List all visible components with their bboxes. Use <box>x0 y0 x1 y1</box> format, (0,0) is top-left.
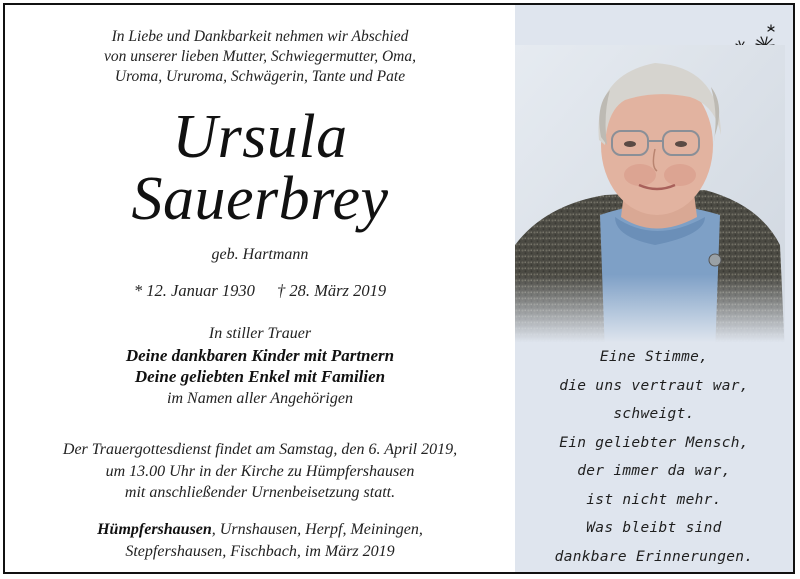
poem-line: Eine Stimme, <box>599 349 709 365</box>
service-line: Der Trauergottesdienst findet am Samstag, den 6. April 2019, <box>62 441 458 458</box>
birth-date: * 12. Januar 1930 <box>133 281 255 300</box>
poem-line: Was bleibt sind <box>586 520 722 536</box>
service-line: mit anschließender Urnenbeisetzung statt. <box>124 484 396 501</box>
portrait-photo <box>515 45 785 355</box>
service-line: um 13.00 Uhr in der Kirche zu Hümpfershausen <box>105 462 415 480</box>
poem-line: Ein geliebter Mensch, <box>559 434 749 451</box>
first-name: Ursula <box>172 103 348 171</box>
poem-line: dankbare Erinnerungen. <box>554 548 754 565</box>
places-row-1 <box>5 519 515 541</box>
death-date: † 28. März 2019 <box>277 281 387 300</box>
intro-text <box>5 27 515 87</box>
places-rest: , Urnshausen, Herpf, Meiningen, <box>211 521 423 538</box>
obituary-card <box>3 3 795 574</box>
right-panel <box>515 5 793 572</box>
poem-line: der immer da war, <box>577 463 731 479</box>
places-row-2: Stepfershausen, Fischbach, im März 2019 <box>125 542 395 560</box>
places-line <box>5 519 515 562</box>
mourners-block <box>5 323 515 409</box>
places-bold: Hümpfershausen <box>97 521 212 538</box>
mourners-relatives: im Namen aller Angehörigen <box>167 389 353 407</box>
maiden-name: geb. Hartmann <box>211 246 309 263</box>
poem-line: ist nicht mehr. <box>586 491 722 508</box>
mourners-intro: In stiller Trauer <box>208 325 312 342</box>
left-column <box>5 5 515 572</box>
mourners-grandchildren: Deine geliebten Enkel mit Familien <box>134 367 386 386</box>
poem-line: schweigt. <box>613 406 695 422</box>
poem <box>515 343 793 571</box>
service-info <box>5 439 515 504</box>
poem-line: die uns vertraut war, <box>559 377 749 394</box>
intro-line: In Liebe und Dankbarkeit nehmen wir Abschied <box>111 28 409 45</box>
last-name: Sauerbrey <box>131 165 389 233</box>
mourners-children: Deine dankbaren Kinder mit Partnern <box>125 345 395 365</box>
intro-line: Uroma, Ururoma, Schwägerin, Tante und Pate <box>114 68 406 85</box>
intro-line: von unserer lieben Mutter, Schwiegermutter, Oma, <box>104 48 416 65</box>
life-dates <box>5 281 515 301</box>
